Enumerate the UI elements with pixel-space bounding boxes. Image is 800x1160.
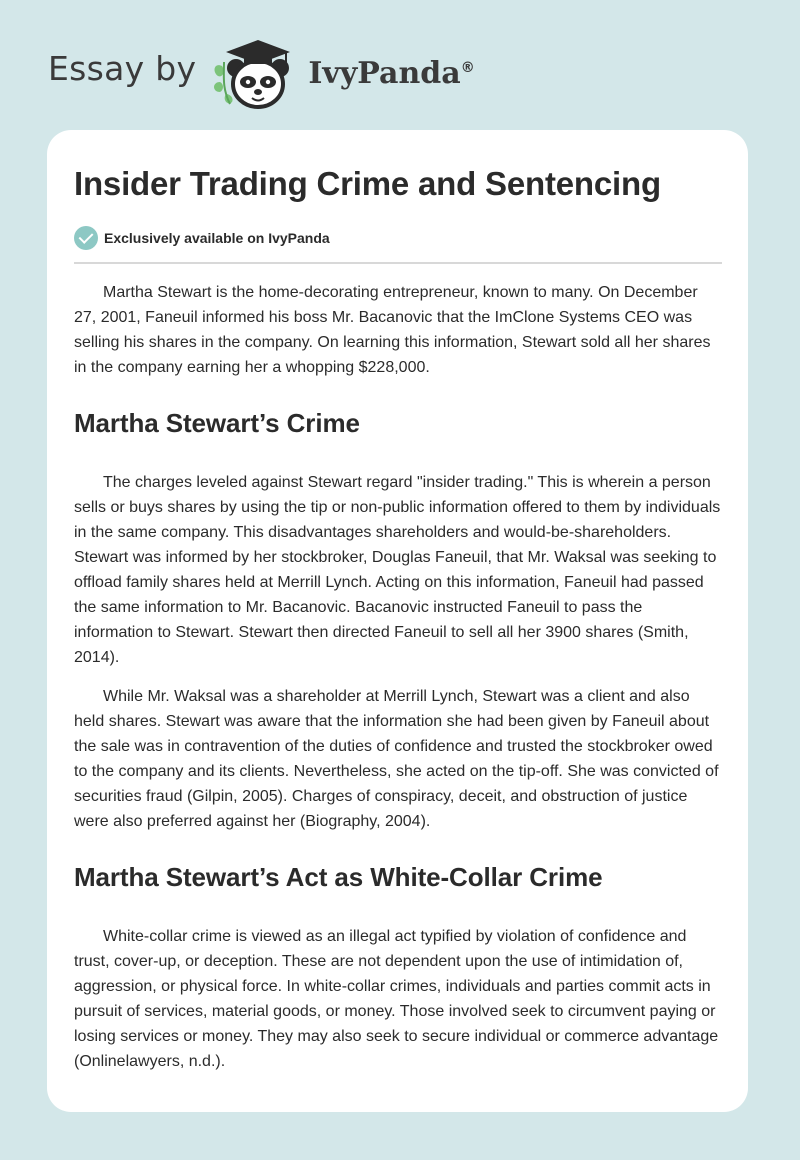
badge-text: Exclusively available on IvyPanda (104, 230, 330, 246)
panda-logo-icon[interactable] (210, 32, 302, 112)
intro-paragraph: Martha Stewart is the home-decorating entrepreneur, known to many. On December 27, 2001, Faneuil informed his boss Mr. Bacanovic that the ImClone Systems CEO was selling his shares in the company. On learning this information, Stewart sold all her shares in the company earning her a whopping $228,000. (74, 284, 711, 376)
section-heading: Martha Stewart’s Crime (74, 408, 360, 438)
brand-name[interactable]: IvyPanda® (308, 55, 475, 91)
section-paragraph: While Mr. Waksal was a shareholder at Merrill Lynch, Stewart was a client and also held shares. Stewart was aware that the information she had been given by Faneuil about the sale was in contravention of the duties of confidence and trusted the stockbroker owed to the company and its clients. Nevertheless, she acted on the tip-off. She was convicted of securities fraud (Gilpin, 2005). Charges of conspiracy, deceit, and obstruction of justice were also preferred against her (Biography, 2004). (74, 688, 719, 830)
section-paragraph: The charges leveled against Stewart regard "insider trading." This is wherein a person sells or buys shares by using the tip or non-public information offered to them by individuals in the same company. This disadvantages shareholders and would-be-shareholders. Stewart was informed by her stockbroker, Douglas Faneuil, that Mr. Waksal was seeking to offload family shares held at Merrill Lynch. Acting on this information, Faneuil had passed the same information to Mr. Bacanovic. Bacanovic instructed Faneuil to pass the information to Stewart. Stewart then directed Faneuil to sell all her 3900 shares (Smith, 2014). (74, 474, 721, 666)
brand-prefix: Essay by (48, 48, 197, 88)
section-heading: Martha Stewart’s Act as White-Collar Crime (74, 862, 603, 892)
page-title: Insider Trading Crime and Sentencing (74, 165, 661, 202)
section-paragraph: White-collar crime is viewed as an illegal act typified by violation of confidence and trust, cover-up, or deception. These are not dependent upon the use of intimidation of, aggression, or physical force. In white-collar crimes, individuals and parties commit acts in pursuit of services, material goods, or money. Those involved seek to circumvent paying or losing services or money. They may also seek to secure individual or commerce advantage (Onlinelawyers, n.d.). (74, 928, 719, 1070)
checkmark-icon (74, 226, 98, 250)
essay-card (47, 130, 748, 1112)
exclusive-badge (74, 224, 722, 252)
brand-header (48, 32, 475, 112)
divider (74, 262, 722, 264)
